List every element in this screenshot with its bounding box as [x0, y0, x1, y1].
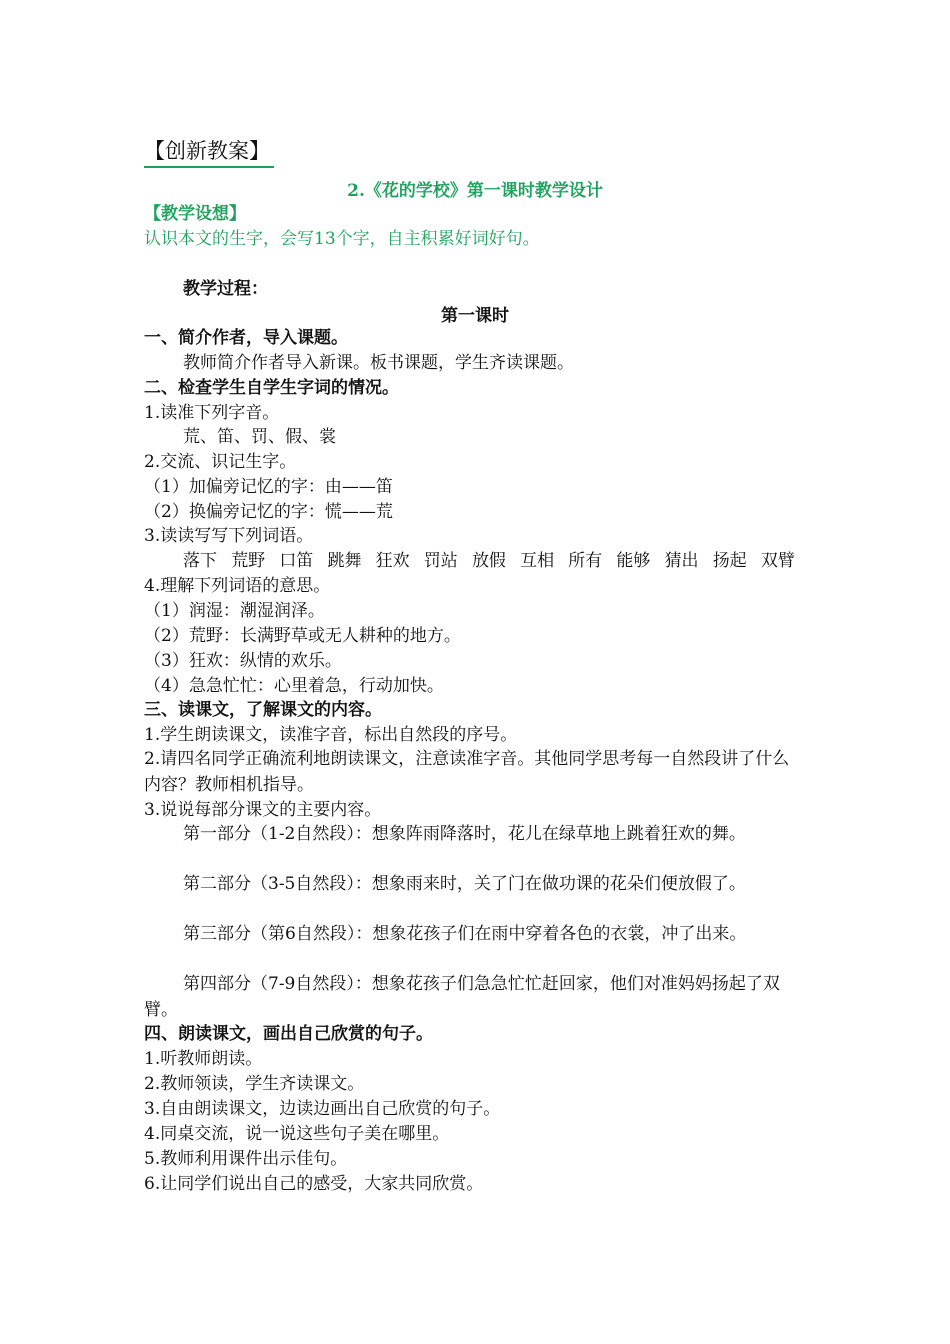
list-item: 2.交流、识记生字。 — [144, 452, 297, 472]
list-item: （1）润湿：潮湿润泽。 — [144, 601, 325, 621]
word-item: 罚站 — [423, 551, 458, 571]
list-item: （2）换偏旁记忆的字：慌——荒 — [144, 502, 393, 522]
char-list: 荒、笛、罚、假、裳 — [183, 427, 336, 447]
list-item: 5.教师利用课件出示佳句。 — [144, 1149, 348, 1169]
list-item: （4）急急忙忙：心里着急，行动加快。 — [144, 676, 444, 696]
process-label: 教学过程： — [183, 279, 268, 299]
lesson-label: 第一课时 — [441, 306, 509, 326]
part-summary: 第四部分（7-9自然段）：想象花孩子们急急忙忙赶回家，他们对准妈妈扬起了双臂。 — [144, 974, 780, 1020]
word-item: 双臂 — [760, 551, 795, 571]
word-item: 落下 — [183, 551, 217, 571]
word-item: 放假 — [471, 551, 506, 571]
list-item: （2）荒野：长满野草或无人耕种的地方。 — [144, 626, 461, 646]
part-summary: 第二部分（3-5自然段）：想象雨来时，关了门在做功课的花朵们便放假了。 — [183, 874, 746, 894]
part-summary: 第三部分（第6自然段）：想象花孩子们在雨中穿着各色的衣裳，冲了出来。 — [183, 924, 747, 944]
idea-heading: 【教学设想】 — [144, 204, 246, 224]
list-item: （3）狂欢：纵情的欢乐。 — [144, 651, 342, 671]
list-item: 4.同桌交流，说一说这些句子美在哪里。 — [144, 1124, 450, 1144]
section-1-paragraph: 教师简介作者导入新课。板书课题，学生齐读课题。 — [183, 353, 574, 373]
list-item: 2.教师领读，学生齐读课文。 — [144, 1074, 365, 1094]
word-item: 狂欢 — [375, 551, 410, 571]
word-item: 跳舞 — [327, 551, 362, 571]
list-item: 3.读读写写下列词语。 — [144, 526, 314, 546]
section-2-heading: 二、检查学生自学生字词的情况。 — [144, 378, 399, 398]
list-item: （1）加偏旁记忆的字：由——笛 — [144, 477, 393, 497]
section-4-heading: 四、朗读课文，画出自己欣赏的句子。 — [144, 1024, 433, 1044]
section-3-heading: 三、读课文，了解课文的内容。 — [144, 700, 382, 720]
list-item: 1.读准下列字音。 — [144, 403, 280, 423]
list-item: 3.说说每部分课文的主要内容。 — [144, 800, 382, 820]
page-title: 2.《花的学校》第一课时教学设计 — [347, 181, 603, 201]
word-item: 扬起 — [712, 551, 747, 571]
word-item: 能够 — [616, 551, 651, 571]
idea-text: 认识本文的生字，会写13个字，自主积累好词好句。 — [144, 229, 540, 249]
part-summary: 第一部分（1-2自然段）：想象阵雨降落时，花儿在绿草地上跳着狂欢的舞。 — [183, 824, 746, 844]
brand-label: 【创新教案】 — [144, 136, 274, 168]
word-item: 互相 — [520, 551, 555, 571]
word-list — [183, 549, 795, 573]
list-item: 2.请四名同学正确流利地朗读课文，注意读准字音。其他同学思考每一自然段讲了什么内容？教师相机指导。 — [144, 749, 790, 795]
section-1-heading: 一、简介作者，导入课题。 — [144, 328, 348, 348]
list-item: 1.学生朗读课文，读准字音，标出自然段的序号。 — [144, 725, 518, 745]
list-item: 6.让同学们说出自己的感受，大家共同欣赏。 — [144, 1174, 484, 1194]
list-item: 4.理解下列词语的意思。 — [144, 576, 331, 596]
list-item: 1.听教师朗读。 — [144, 1049, 263, 1069]
word-item: 荒野 — [231, 551, 266, 571]
list-item: 3.自由朗读课文，边读边画出自己欣赏的句子。 — [144, 1099, 501, 1119]
word-item: 口笛 — [279, 551, 314, 571]
word-item: 所有 — [568, 551, 603, 571]
word-item: 猜出 — [664, 551, 699, 571]
